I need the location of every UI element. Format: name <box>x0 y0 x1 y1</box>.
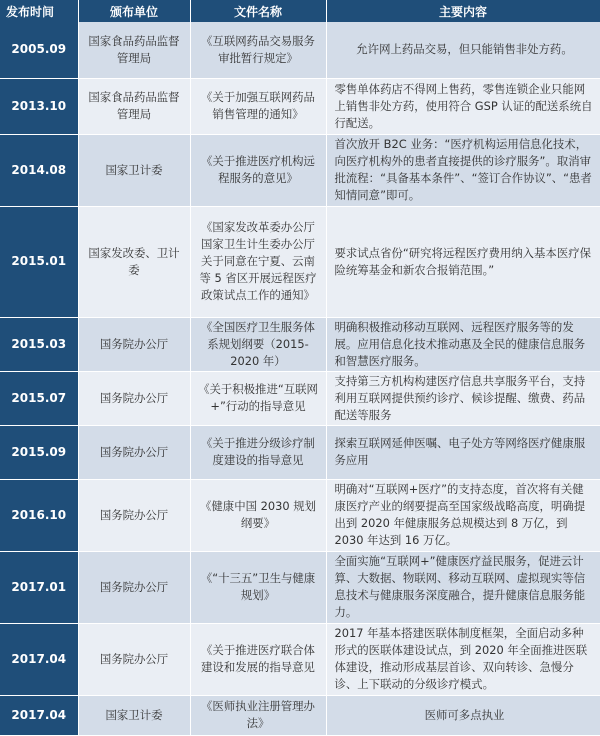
row-doc: 《互联网药品交易服务审批暂行规定》 <box>190 22 326 78</box>
row-content: 明确对“互联网+医疗”的支持态度，首次将有关健康医疗产业的纲要提高至国家级战略高度，明确提出到 2020 年健康服务总规模达到 8 万亿，到 2030 年达到 16 万亿。 <box>326 479 600 551</box>
row-doc: 《关于积极推进“互联网+”行动的指导意见 <box>190 371 326 425</box>
row-content: 允许网上药品交易，但只能销售非处方药。 <box>326 22 600 78</box>
row-org: 国务院办公厅 <box>78 479 190 551</box>
table-row <box>0 623 600 695</box>
row-content: 零售单体药店不得网上售药，零售连锁企业只能网上销售非处方药，使用符合 GSP 认证的配送系统自行配送。 <box>326 78 600 134</box>
header-doc: 文件名称 <box>190 0 326 22</box>
row-org: 国家食品药品监督管理局 <box>78 78 190 134</box>
row-org: 国务院办公厅 <box>78 551 190 623</box>
row-doc: 《关于推进医疗机构远程服务的意见》 <box>190 134 326 206</box>
table-row <box>0 551 600 623</box>
row-content: 首次放开 B2C 业务：“医疗机构运用信息化技术，向医疗机构外的患者直接提供的诊疗服务”。取消审批流程：“具备基本条件”、“签订合作协议”、“患者知情同意”即可。 <box>326 134 600 206</box>
table-row <box>0 22 600 78</box>
row-content: 明确积极推动移动互联网、远程医疗服务等的发展。应用信息化技术推动惠及全民的健康信息服务和智慧医疗服务。 <box>326 317 600 371</box>
table-row <box>0 425 600 479</box>
header-org: 颁布单位 <box>78 0 190 22</box>
header-content: 主要内容 <box>326 0 600 22</box>
row-org: 国家卫计委 <box>78 134 190 206</box>
table-row <box>0 134 600 206</box>
row-date: 2013.10 <box>0 78 78 134</box>
row-org: 国务院办公厅 <box>78 425 190 479</box>
table-row <box>0 206 600 317</box>
row-date: 2005.09 <box>0 22 78 78</box>
row-org: 国务院办公厅 <box>78 371 190 425</box>
table-row <box>0 371 600 425</box>
row-org: 国家食品药品监督管理局 <box>78 22 190 78</box>
row-content: 医师可多点执业 <box>326 695 600 735</box>
row-doc: 《关于推进分级诊疗制度建设的指导意见 <box>190 425 326 479</box>
row-doc: 《“十三五”卫生与健康规划》 <box>190 551 326 623</box>
row-org: 国务院办公厅 <box>78 317 190 371</box>
row-date: 2017.04 <box>0 623 78 695</box>
table-row <box>0 479 600 551</box>
row-date: 2017.01 <box>0 551 78 623</box>
row-org: 国家发改委、卫计委 <box>78 206 190 317</box>
header-row <box>0 0 600 22</box>
row-date: 2015.09 <box>0 425 78 479</box>
row-content: 探索互联网延伸医嘱、电子处方等网络医疗健康服务应用 <box>326 425 600 479</box>
table-row <box>0 317 600 371</box>
table-row <box>0 695 600 735</box>
row-org: 国家卫计委 <box>78 695 190 735</box>
header-date: 发布时间 <box>0 0 78 22</box>
row-content: 支持第三方机构构建医疗信息共享服务平台，支持利用互联网提供预约诊疗、候诊提醒、缴费、药品配送等服务 <box>326 371 600 425</box>
table-row <box>0 78 600 134</box>
row-date: 2015.03 <box>0 317 78 371</box>
row-date: 2014.08 <box>0 134 78 206</box>
row-date: 2015.01 <box>0 206 78 317</box>
row-doc: 《医师执业注册管理办法》 <box>190 695 326 735</box>
row-doc: 《关于推进医疗联合体建设和发展的指导意见 <box>190 623 326 695</box>
row-doc: 《国家发改革委办公厅国家卫生计生委办公厅关于同意在宁夏、云南等 5 省区开展远程医疗政策试点工作的通知》 <box>190 206 326 317</box>
row-content: 全面实施“互联网+”健康医疗益民服务，促进云计算、大数据、物联网、移动互联网、虚拟现实等信息技术与健康服务深度融合，提升健康信息服务能力。 <box>326 551 600 623</box>
row-content: 2017 年基本搭建医联体制度框架，全面启动多种形式的医联体建设试点，到 2020 年全面推进医联体建设，推动形成基层首诊、双向转诊、急慢分诊、上下联动的分级诊疗模式。 <box>326 623 600 695</box>
row-date: 2017.04 <box>0 695 78 735</box>
row-date: 2015.07 <box>0 371 78 425</box>
row-content: 要求试点省份“研究将远程医疗费用纳入基本医疗保险统筹基金和新农合报销范围。” <box>326 206 600 317</box>
row-doc: 《关于加强互联网药品销售管理的通知》 <box>190 78 326 134</box>
row-org: 国务院办公厅 <box>78 623 190 695</box>
row-doc: 《健康中国 2030 规划纲要》 <box>190 479 326 551</box>
row-date: 2016.10 <box>0 479 78 551</box>
row-doc: 《全国医疗卫生服务体系规划纲要（2015-2020 年） <box>190 317 326 371</box>
